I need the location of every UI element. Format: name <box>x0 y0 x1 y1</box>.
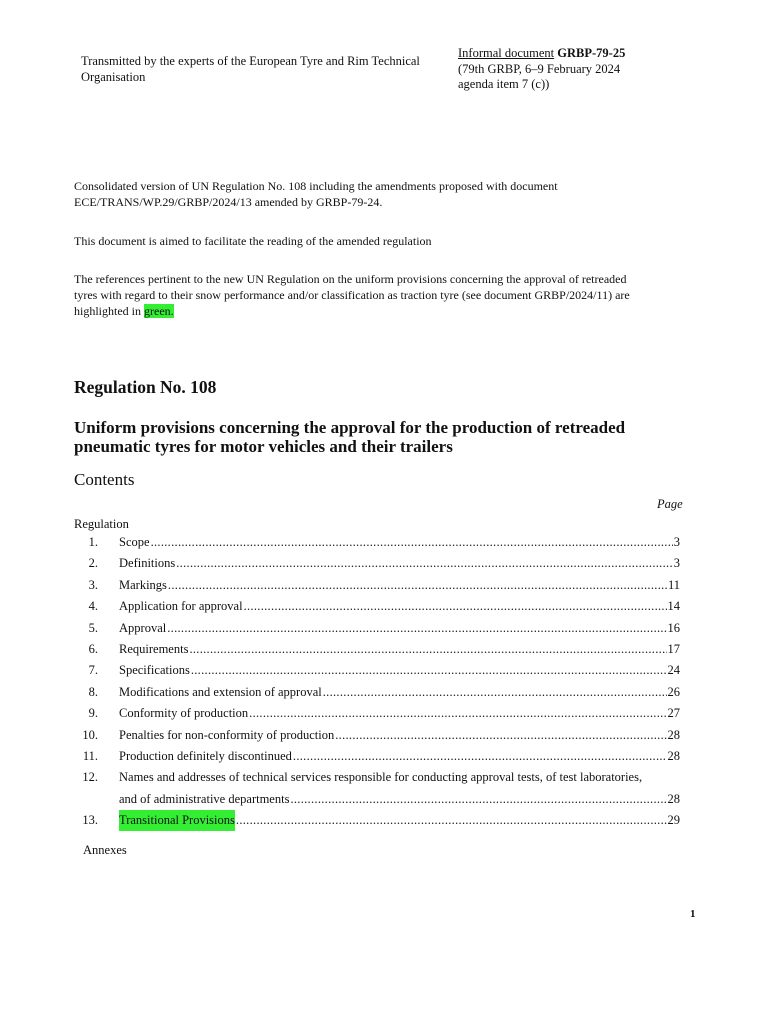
toc-entry-number: 9. <box>88 706 98 721</box>
toc-entry-label: Markings <box>119 577 167 592</box>
toc-entry[interactable] <box>74 618 680 639</box>
regulation-subtitle: Uniform provisions concerning the approval for the production of retreaded pneumatic tyres for motor vehicles and their trailers <box>74 418 626 456</box>
toc-entry-page: 3 <box>673 556 680 571</box>
toc-entry-page: 14 <box>667 599 680 614</box>
informal-document-line <box>458 46 698 62</box>
toc-entry[interactable] <box>74 553 680 574</box>
toc-entry-number: 11. <box>82 748 98 763</box>
toc-leader-dots <box>323 682 667 703</box>
session-line: (79th GRBP, 6–9 February 2024 <box>458 61 621 76</box>
agenda-line: agenda item 7 (c)) <box>458 77 550 91</box>
transmitted-by-text: Transmitted by the experts of the European Tyre and Rim Technical Organisation <box>81 54 420 84</box>
toc-leader-dots <box>293 746 667 767</box>
toc-entry-number: 7. <box>88 663 98 678</box>
toc-entry-number: 13. <box>82 813 98 828</box>
toc-entry-number: 8. <box>88 684 98 699</box>
toc-entry-label: Approval <box>119 620 167 635</box>
intro-paragraph-3 <box>74 271 634 319</box>
page-column-label: Page <box>657 497 683 511</box>
toc-entry-label: Transitional Provisions <box>119 810 235 831</box>
toc-entry-number: 5. <box>88 620 98 635</box>
toc-entry-label: Requirements <box>119 641 189 656</box>
contents-heading: Contents <box>74 470 135 489</box>
toc-entry[interactable] <box>74 746 680 767</box>
document-reference <box>458 46 698 93</box>
page-number: 1 <box>690 908 696 920</box>
toc-entry-number: 4. <box>88 599 98 614</box>
toc-entry-page: 26 <box>667 684 680 699</box>
intro-paragraph-3-text: The references pertinent to the new UN Regulation on the uniform provisions concerning the approval of retreaded tyres with regard to their snow performance and/or classification as traction tyre (see document GRBP/2024/11) are highlighted in <box>74 272 630 318</box>
toc-entry-label: Names and addresses of technical services responsible for conducting approval tests, of test laboratories, <box>119 770 643 785</box>
toc-entry[interactable] <box>74 703 680 724</box>
toc-entry[interactable] <box>74 725 680 746</box>
toc-entry-page: 16 <box>667 620 680 635</box>
toc-entry-number: 2. <box>88 556 98 571</box>
intro-paragraph-2: This document is aimed to facilitate the reading of the amended regulation <box>74 234 432 248</box>
toc-entry-page: 17 <box>667 641 680 656</box>
toc-leader-dots <box>244 596 667 617</box>
regulation-label: Regulation <box>74 517 129 531</box>
toc-entry-label: Penalties for non-conformity of production <box>119 727 335 742</box>
toc-entry-page: 28 <box>667 791 680 806</box>
toc-entry-label: Modifications and extension of approval <box>119 684 322 699</box>
toc-entry-label: Scope <box>119 535 150 549</box>
toc-entry-label: Definitions <box>119 556 176 571</box>
toc-entry-page: 27 <box>667 706 680 721</box>
toc-leader-dots <box>168 575 667 596</box>
document-code: GRBP-79-25 <box>557 46 626 60</box>
toc-leader-dots <box>191 660 667 681</box>
toc-leader-dots <box>167 618 666 639</box>
toc-entry-page: 28 <box>667 727 680 742</box>
toc-entry-number: 3. <box>88 577 98 592</box>
toc-entry-page: 29 <box>667 813 680 828</box>
table-of-contents <box>74 532 680 831</box>
toc-entry[interactable] <box>74 682 680 703</box>
toc-entry[interactable] <box>74 660 680 681</box>
toc-leader-dots <box>151 532 673 553</box>
toc-entry-number: 12. <box>82 770 98 785</box>
toc-entry-number: 6. <box>88 641 98 656</box>
toc-entry-number: 10. <box>82 727 98 742</box>
green-highlight-word: green. <box>144 304 174 318</box>
toc-entry[interactable] <box>74 575 680 596</box>
toc-entry-label: Production definitely discontinued <box>119 748 292 763</box>
toc-entry-label: Application for approval <box>119 599 243 614</box>
toc-entry-label-continued: and of administrative departments <box>119 791 290 806</box>
toc-entry-page: 3 <box>673 535 680 549</box>
toc-entry-page: 28 <box>667 748 680 763</box>
toc-leader-dots <box>290 789 666 810</box>
toc-entry-continuation[interactable] <box>74 789 680 810</box>
toc-entry-number: 1. <box>88 535 98 549</box>
toc-leader-dots <box>236 810 667 831</box>
toc-leader-dots <box>249 703 666 724</box>
toc-entry[interactable] <box>74 596 680 617</box>
informal-document-label: Informal document <box>458 46 555 60</box>
toc-entry[interactable] <box>74 639 680 660</box>
toc-leader-dots <box>335 725 666 746</box>
toc-entry-label: Specifications <box>119 663 190 678</box>
toc-entry-page: 11 <box>667 577 680 592</box>
toc-entry[interactable] <box>74 767 680 788</box>
regulation-title: Regulation No. 108 <box>74 377 217 397</box>
toc-leader-dots <box>189 639 666 660</box>
toc-entry-page: 24 <box>667 663 680 678</box>
toc-entry[interactable] <box>74 810 680 831</box>
intro-paragraph-1: Consolidated version of UN Regulation No. 108 including the amendments proposed with document ECE/TRANS/WP.29/GRBP/2024/13 amended by GRBP-79-24. <box>74 179 558 209</box>
toc-entry-label: Conformity of production <box>119 706 249 721</box>
toc-leader-dots <box>176 553 673 574</box>
toc-entry[interactable] <box>74 532 680 553</box>
annexes-label: Annexes <box>83 843 127 857</box>
